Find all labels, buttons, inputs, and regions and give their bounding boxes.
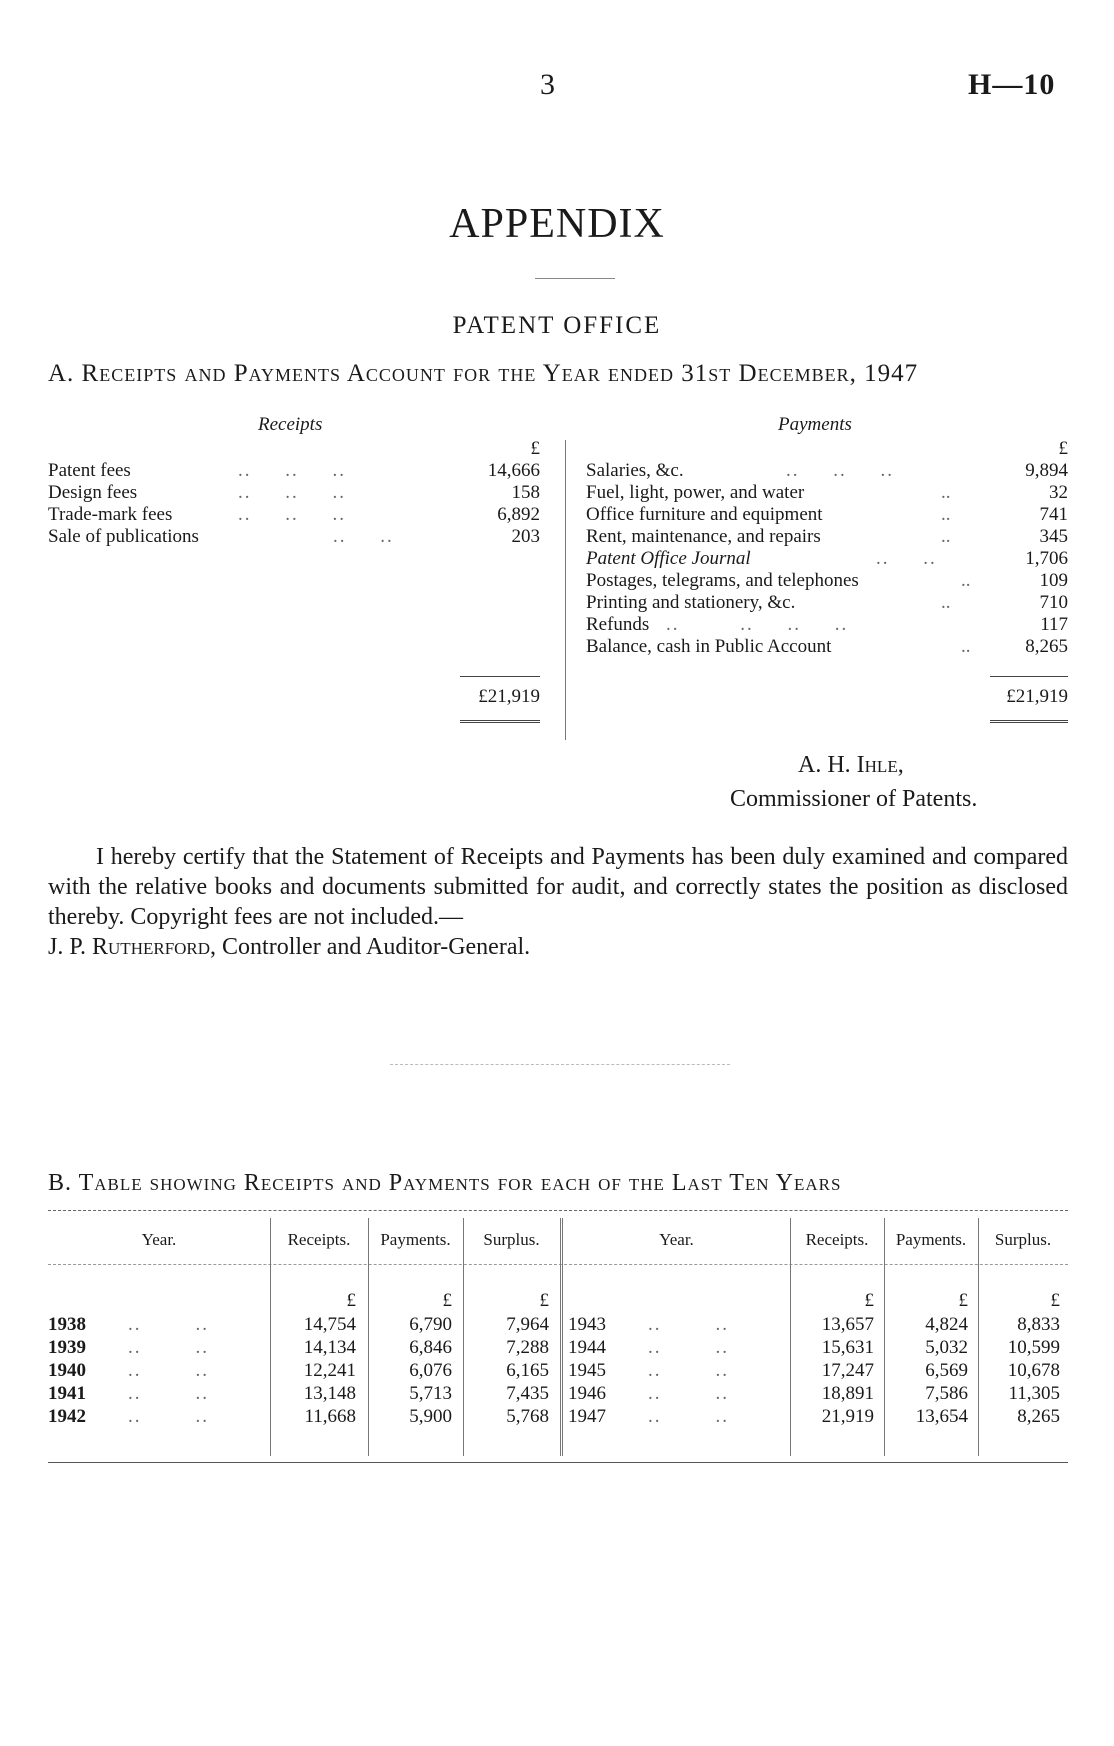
table-row xyxy=(48,1337,560,1359)
leader-dots: .. .. .. xyxy=(238,504,346,525)
leader-dots: .. .. xyxy=(128,1337,209,1358)
payment-label: Salaries, &c. xyxy=(586,460,684,481)
payment-label: Refunds xyxy=(586,614,650,635)
surplus-cell: 7,288 xyxy=(506,1337,549,1358)
payments-column-heading: Payments xyxy=(778,414,852,435)
column-divider xyxy=(565,440,566,740)
receipts-cell: 21,919 xyxy=(821,1406,874,1427)
column-header-surplus: Surplus. xyxy=(483,1230,540,1249)
payment-label: Fuel, light, power, and water xyxy=(586,482,805,503)
receipt-value: 6,892 xyxy=(497,504,540,525)
payments-cell: 6,846 xyxy=(409,1337,452,1358)
table-row xyxy=(568,1314,1068,1336)
table-top-rule xyxy=(48,1210,1068,1211)
receipts-cell: 15,631 xyxy=(821,1337,874,1358)
table-row xyxy=(568,1360,1068,1382)
leader-dots: .. xyxy=(941,592,951,613)
payment-value: 741 xyxy=(1039,504,1068,525)
receipt-value: 158 xyxy=(511,482,540,503)
leader-dots: .. xyxy=(941,526,951,547)
payments-cell: 5,032 xyxy=(925,1337,968,1358)
payments-total-rule xyxy=(990,676,1068,677)
payment-value: 117 xyxy=(1040,614,1068,635)
currency-symbol: £ xyxy=(442,1290,452,1311)
office-heading: PATENT OFFICE xyxy=(452,312,662,339)
payments-cell: 6,076 xyxy=(409,1360,452,1381)
currency-symbol: £ xyxy=(539,1290,549,1311)
receipts-currency: £ xyxy=(530,438,540,459)
leader-dots: .. .. xyxy=(128,1314,209,1335)
currency-symbol: £ xyxy=(958,1290,968,1311)
payments-cell: 5,713 xyxy=(409,1383,452,1404)
surplus-cell: 10,678 xyxy=(1007,1360,1060,1381)
payments-cell: 4,824 xyxy=(925,1314,968,1335)
payment-value: 345 xyxy=(1039,526,1068,547)
receipts-column-heading: Receipts xyxy=(258,414,323,435)
receipts-cell: 13,148 xyxy=(303,1383,356,1404)
column-header-surplus: Surplus. xyxy=(994,1230,1052,1249)
year-cell: 1939 xyxy=(48,1337,86,1358)
receipt-value: 14,666 xyxy=(487,460,540,481)
receipts-total-double-rule xyxy=(460,720,540,723)
currency-symbol: £ xyxy=(864,1290,874,1311)
leader-dots: .. .. xyxy=(128,1406,209,1427)
section-divider xyxy=(390,1064,730,1065)
surplus-cell: 8,833 xyxy=(1017,1314,1060,1335)
leader-dots: .. .. .. xyxy=(238,482,346,503)
receipt-label: Sale of publications xyxy=(48,526,199,547)
auditor-title: , Controller and Auditor-General. xyxy=(210,934,531,960)
receipts-cell: 18,891 xyxy=(821,1383,874,1404)
table-row xyxy=(568,1383,1068,1405)
leader-dots: .. .. .. xyxy=(786,460,894,481)
year-cell: 1942 xyxy=(48,1406,86,1427)
surplus-cell: 5,768 xyxy=(506,1406,549,1427)
column-header-receipts: Receipts. xyxy=(805,1230,869,1249)
table-header-rule xyxy=(48,1264,1068,1265)
receipts-cell: 14,754 xyxy=(303,1314,356,1335)
surplus-cell: 11,305 xyxy=(1008,1383,1060,1404)
surplus-cell: 10,599 xyxy=(1007,1337,1060,1358)
payments-cell: 7,586 xyxy=(925,1383,968,1404)
table-row xyxy=(48,1383,560,1405)
payment-value: 32 xyxy=(1049,482,1068,503)
column-header-year: Year. xyxy=(659,1230,694,1249)
receipts-cell: 13,657 xyxy=(821,1314,874,1335)
table-row xyxy=(568,1406,1068,1428)
leader-dots: .. xyxy=(961,570,971,591)
payment-label: Rent, maintenance, and repairs xyxy=(586,526,821,547)
page-number: 3 xyxy=(540,68,555,101)
surplus-cell: 6,165 xyxy=(506,1360,549,1381)
leader-dots: .. .. xyxy=(128,1383,209,1404)
receipts-cell: 12,241 xyxy=(303,1360,356,1381)
leader-dots: .. xyxy=(961,636,971,657)
currency-symbol: £ xyxy=(1050,1290,1060,1311)
payment-value: 8,265 xyxy=(1025,636,1068,657)
year-cell: 1946 xyxy=(568,1383,606,1404)
table-row xyxy=(568,1337,1068,1359)
payment-label: Printing and stationery, &c. xyxy=(586,592,796,613)
year-cell: 1941 xyxy=(48,1383,86,1404)
year-cell: 1938 xyxy=(48,1314,86,1335)
leader-dots: .. .. xyxy=(128,1360,209,1381)
receipts-cell: 17,247 xyxy=(821,1360,874,1381)
table-bottom-rule xyxy=(48,1462,1068,1463)
leader-dots: .. .. xyxy=(648,1337,729,1358)
half-divider xyxy=(560,1218,563,1456)
surplus-cell: 7,435 xyxy=(506,1383,549,1404)
signature-name: A. H. Ihle, xyxy=(798,752,904,778)
column-header-payments: Payments. xyxy=(380,1230,451,1249)
receipt-label: Design fees xyxy=(48,482,138,503)
leader-dots: .. .. xyxy=(648,1383,729,1404)
payments-cell: 13,654 xyxy=(915,1406,968,1427)
receipt-label: Trade-mark fees xyxy=(48,504,173,525)
receipts-total-rule xyxy=(460,676,540,677)
currency-symbol: £ xyxy=(346,1290,356,1311)
payment-value: 109 xyxy=(1039,570,1068,591)
leader-dots: .. .. xyxy=(648,1406,729,1427)
table-row xyxy=(48,1406,560,1428)
payments-cell: 5,900 xyxy=(409,1406,452,1427)
receipts-cell: 11,668 xyxy=(304,1406,356,1427)
column-header-year: Year. xyxy=(141,1230,177,1249)
leader-dots: .. .. xyxy=(876,548,937,569)
receipts-total: £21,919 xyxy=(478,686,540,707)
payment-label: Patent Office Journal xyxy=(586,548,751,569)
payment-value: 1,706 xyxy=(1025,548,1068,569)
receipt-label: Patent fees xyxy=(48,460,131,481)
year-cell: 1944 xyxy=(568,1337,606,1358)
column-header-payments: Payments. xyxy=(895,1230,967,1249)
payment-value: 9,894 xyxy=(1025,460,1068,481)
section-a-heading: A. Receipts and Payments Account for the Year ended 31st December, 1947 xyxy=(48,360,919,387)
payments-total-double-rule xyxy=(990,720,1068,723)
audit-certification xyxy=(48,842,1068,962)
certification-text: I hereby certify that the Statement of Receipts and Payments has been duly examined and compared with the relative books and documents submitted for audit, and correctly states the position as disclosed thereby. Copyright fees are not included.— xyxy=(48,844,1068,930)
payment-label: Office furniture and equipment xyxy=(586,504,823,525)
payment-value: 710 xyxy=(1039,592,1068,613)
leader-dots: .. .. xyxy=(648,1360,729,1381)
payment-label: Postages, telegrams, and telephones xyxy=(586,570,859,591)
page-title: APPENDIX xyxy=(449,201,665,247)
title-divider xyxy=(535,278,615,279)
auditor-name: J. P. Rutherford xyxy=(48,934,211,960)
payments-cell: 6,569 xyxy=(925,1360,968,1381)
year-cell: 1940 xyxy=(48,1360,86,1381)
section-b-heading: B. Table showing Receipts and Payments for each of the Last Ten Years xyxy=(48,1170,842,1196)
leader-dots: .. xyxy=(941,482,951,503)
leader-dots: .. .. xyxy=(648,1314,729,1335)
receipts-cell: 14,134 xyxy=(303,1337,356,1358)
surplus-cell: 7,964 xyxy=(506,1314,549,1335)
payments-total: £21,919 xyxy=(1006,686,1068,707)
payments-cell: 6,790 xyxy=(409,1314,452,1335)
document-reference: H—10 xyxy=(968,68,1056,101)
table-row xyxy=(48,1314,560,1336)
column-header-receipts: Receipts. xyxy=(287,1230,351,1249)
leader-dots: .. xyxy=(941,504,951,525)
year-cell: 1943 xyxy=(568,1314,606,1335)
year-cell: 1945 xyxy=(568,1360,606,1381)
ten-year-table xyxy=(48,1210,1068,1470)
leader-dots: .. .. .. .. xyxy=(666,614,849,635)
leader-dots: .. .. xyxy=(333,526,394,547)
payments-currency: £ xyxy=(1058,438,1068,459)
signature-title: Commissioner of Patents. xyxy=(730,786,978,812)
surplus-cell: 8,265 xyxy=(1017,1406,1060,1427)
year-cell: 1947 xyxy=(568,1406,606,1427)
receipt-value: 203 xyxy=(511,526,540,547)
leader-dots: .. .. .. xyxy=(238,460,346,481)
payment-label: Balance, cash in Public Account xyxy=(586,636,832,657)
table-row xyxy=(48,1360,560,1382)
